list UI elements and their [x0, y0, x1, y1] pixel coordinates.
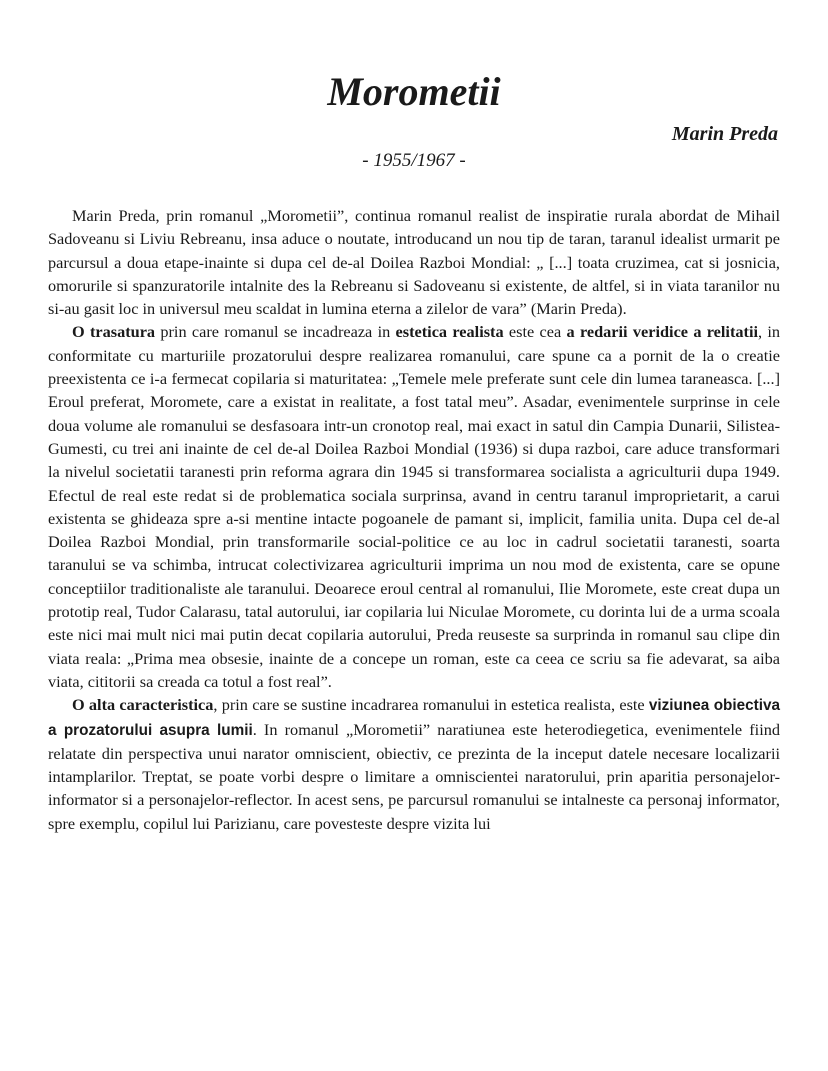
paragraph-text: , in conformitate cu marturiile prozatorului despre realizarea romanului, care spune ca a pornit de la o creatie preexistenta ce i-a fermecat copilaria si maturitatea: „Temele mele preferate sunt cele din lumea taraneasca. [...] Eroul preferat, Moromete, care a existat in realitate, a fost tatal meu”. Asadar, evenimentele surprinse in cele doua volume ale romanului se desfasoara intr-un cronotop real, mai exact in satul din Campia Dunarii, Silistea-Gumesti, cu trei ani inainte de cel de-al Doilea Razboi Mondial (1936) si dupa razboi, care aduce transformari la nivelul societatii taranesti prin reforma agrara din 1945 si transformarea socialista a agriculturii dupa 1949. Efectul de real este redat si de problematica sociala surprinsa, avand in centru taranul improprietarit, a carui existenta se ghideaza spre a-si mentine intacte pogoanele de pamant si, implicit, familia unita. Dupa cel de-al Doilea Razboi Mondial, prin transformarile social-politice ce au loc in cadrul societatii taranesti, soarta taranului se va schimba, intrucat colectivizarea agriculturii imprima un nou mod de existenta, care se opune conceptiilor traditionaliste ale taranului. Deoarece eroul central al romanului, Ilie Moromete, este creat dupa un prototip real, Tudor Calarasu, tatal autorului, iar copilaria lui Niculae Moromete, cu dorinta lui de a urma scoala este nici mai mult nici mai putin decat copilaria autorului, Preda reuseste sa surprinda in romanul sau clipe din viata reala: „Prima mea obsesie, inainte de a concepe un roman, este ca ceea ce scriu sa fie adevarat, sa aiba viata, cititorii sa creada ca totul a fost real”. — [48, 322, 781, 691]
bold-phrase-vision: viziunea obiectiva a prozatorului asupra lumii — [48, 697, 781, 739]
author-name: Marin Preda — [671, 123, 778, 145]
paragraph-text: , prin care se sustine incadrarea romanului in estetica realista, este — [213, 695, 649, 715]
bold-phrase-trait: O trasatura — [72, 322, 156, 342]
paragraph-intro: Marin Preda, prin romanul „Morometii”, continua romanul realist de inspiratie rurala abordat de Mihail Sadoveanu si Liviu Rebreanu, insa aduce o noutate, introducand un nou tip de taran, taranul idealist urmarit pe parcursul a doua etape-inainte si dupa cel de-al Doilea Razboi Mondial: „ [...] toata cruzimea, cat si josnicia, omorurile si spanzuratorile intalnite des la Rebreanu si Sadoveanu si existente, de altfel, si in viata taranilor nu si-au gasit loc in universul meu scaldat in lumina eterna a zilelor de vara” (Marin Preda). — [48, 206, 780, 319]
bold-phrase-characteristic: O alta caracteristica — [72, 695, 214, 715]
paragraph-text: . In romanul „Morometii” naratiunea este heterodiegetica, evenimentele fiind relatate din perspectiva unui narator omniscient, obiectiv, ce prezinta de la inceput datele necesare localizarii intamplarilor. Treptat, se poate vorbi despre o limitare a omniscientei naratorului, prin aparitia personajelor-informator si a personajelor-reflector. In acest sens, pe parcursul romanului se intalneste ca personaj informator, spre exemplu, copilul lui Parizianu, care povesteste despre vizita lui — [48, 719, 780, 833]
bold-phrase-aesthetic: estetica realista — [395, 322, 504, 342]
paragraph-text: este cea — [503, 322, 567, 342]
paragraph-second-trait — [48, 693, 780, 835]
paragraph-first-trait — [48, 320, 780, 693]
bold-phrase-realism: a redarii veridice a relitatii — [566, 322, 758, 342]
publication-years: - 1955/1967 - — [362, 150, 466, 171]
document-body — [48, 204, 780, 835]
paragraph-text: prin care romanul se incadreaza in — [155, 322, 396, 342]
document-title: Morometii — [327, 69, 501, 114]
